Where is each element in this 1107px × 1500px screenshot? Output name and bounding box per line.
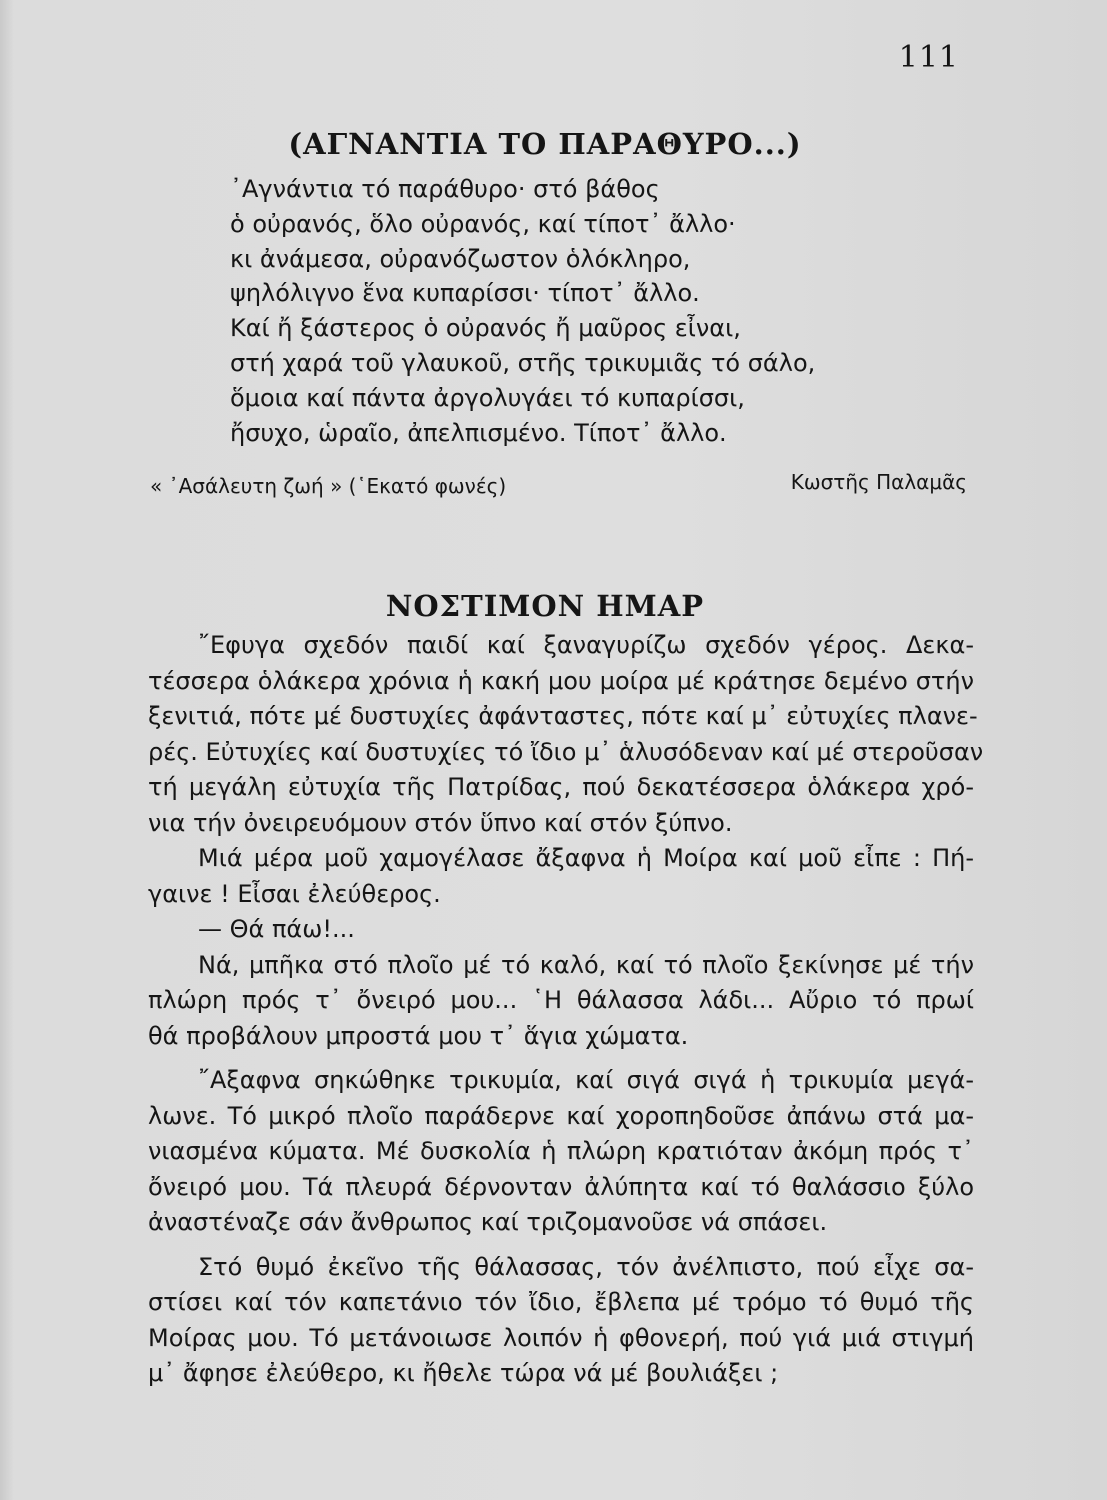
- story-line: ὄνειρό μου. Τά πλευρά δέρνονταν ἀλύπητα καί τό θαλάσσιο ξύλο: [148, 1172, 974, 1201]
- story-line: Νά, μπῆκα στό πλοῖο μέ τό καλό, καί τό πλοῖο ξεκίνησε μέ τήν: [198, 950, 974, 979]
- story-paragraph: [148, 948, 974, 1055]
- poem-line: ψηλόλιγνο ἕνα κυπαρίσσι· τίποτ᾿ ἄλλο.: [230, 279, 700, 308]
- story-paragraph: [148, 912, 974, 948]
- story-line: νιασμένα κύματα. Μέ δυσκολία ἡ πλώρη κρατιόταν ἀκόμη πρός τ᾿: [148, 1137, 974, 1165]
- poem-line: στή χαρά τοῦ γλαυκοῦ, στῆς τρικυμιᾶς τό σάλο,: [230, 348, 816, 377]
- story-line: στίσει καί τόν καπετάνιο τόν ἴδιο, ἔβλεπα μέ τρόμο τό θυμό τῆς: [148, 1288, 974, 1316]
- poem-line: κι ἀνάμεσα, οὐρανόζωστον ὁλόκληρο,: [230, 244, 691, 273]
- story-paragraph: [148, 628, 984, 841]
- story-line: Μιά μέρα μοῦ χαμογέλασε ἄξαφνα ἡ Μοίρα καί μοῦ εἶπε : Πή-: [198, 844, 974, 872]
- page-number: 111: [898, 40, 959, 75]
- story-title: ΝΟΣΤΙΜΟΝ ΗΜΑΡ: [385, 589, 705, 624]
- story-line: πλώρη πρός τ᾿ ὄνειρό μου... ῾Η θάλασσα λάδι... Αὔριο τό πρωί: [148, 986, 974, 1014]
- poem-author: Κωστῆς Παλαμᾶς: [790, 470, 967, 494]
- story-paragraph: [148, 1063, 974, 1241]
- poem-title: (ΑΓΝΑΝΤΙΑ ΤΟ ΠΑΡΑΘΥΡΟ...): [288, 127, 802, 162]
- story-paragraph: [148, 841, 974, 912]
- poem-line: ἤσυχο, ὡραῖο, ἀπελπισμένο. Τίποτ᾿ ἄλλο.: [230, 418, 727, 447]
- poem-source: « ᾿Ασάλευτη ζωή » (῾Εκατό φωνές): [150, 474, 507, 498]
- story-line: ἀναστέναζε σάν ἄνθρωπος καί τριζομανοῦσε νά σπάσει.: [148, 1208, 828, 1236]
- story-line: νια τήν ὀνειρευόμουν στόν ὕπνο καί στόν ξύπνο.: [148, 808, 733, 837]
- story-line: ῎Εφυγα σχεδόν παιδί καί ξαναγυρίζω σχεδόν γέρος. Δεκα-: [198, 631, 974, 659]
- story-line: τέσσερα ὁλάκερα χρόνια ἡ κακή μου μοίρα μέ κράτησε δεμένο στήν: [148, 666, 974, 695]
- story-line: Στό θυμό ἐκεῖνο τῆς θάλασσας, τόν ἀνέλπιστο, πού εἶχε σα-: [198, 1252, 974, 1281]
- story-line: ῎Αξαφνα σηκώθηκε τρικυμία, καί σιγά σιγά ἡ τρικυμία μεγά-: [198, 1066, 974, 1094]
- poem-line: ᾿Αγνάντια τό παράθυρο· στό βάθος: [230, 175, 660, 203]
- poem-line: Καί ἤ ξάστερος ὁ οὐρανός ἤ μαῦρος εἶναι,: [230, 314, 741, 343]
- story-line: — Θά πάω!...: [198, 915, 355, 943]
- story-line: λωνε. Τό μικρό πλοῖο παράδερνε καί χοροπηδοῦσε ἀπάνω στά μα-: [148, 1101, 974, 1130]
- story-line: ρές. Εὐτυχίες καί δυστυχίες τό ἴδιο μ᾿ ἁλυσόδεναν καί μέ στεροῦσαν: [148, 737, 984, 766]
- poem-line: ὁ οὐρανός, ὅλο οὐρανός, καί τίποτ᾿ ἄλλο·: [230, 209, 736, 238]
- poem-body: [230, 172, 815, 450]
- story-paragraph: [148, 1250, 974, 1392]
- poem-line: ὅμοια καί πάντα ἀργολυγάει τό κυπαρίσσι,: [230, 383, 745, 412]
- story-line: θά προβάλουν μπροστά μου τ᾿ ἅγια χώματα.: [148, 1021, 689, 1050]
- story-line: τή μεγάλη εὐτυχία τῆς Πατρίδας, πού δεκατέσσερα ὁλάκερα χρό-: [148, 773, 974, 801]
- story-line: μ᾿ ἄφησε ἐλεύθερο, κι ἤθελε τώρα νά μέ βουλιάξει ;: [148, 1359, 779, 1387]
- story-body: [148, 628, 984, 1392]
- story-line: γαινε ! Εἶσαι ἐλεύθερος.: [148, 879, 441, 908]
- story-line: ξενιτιά, πότε μέ δυστυχίες ἀφάνταστες, πότε καί μ᾿ εὐτυχίες πλανε-: [148, 702, 978, 730]
- story-line: Μοίρας μου. Τό μετάνοιωσε λοιπόν ἡ φθονερή, πού γιά μιά στιγμή: [148, 1323, 974, 1352]
